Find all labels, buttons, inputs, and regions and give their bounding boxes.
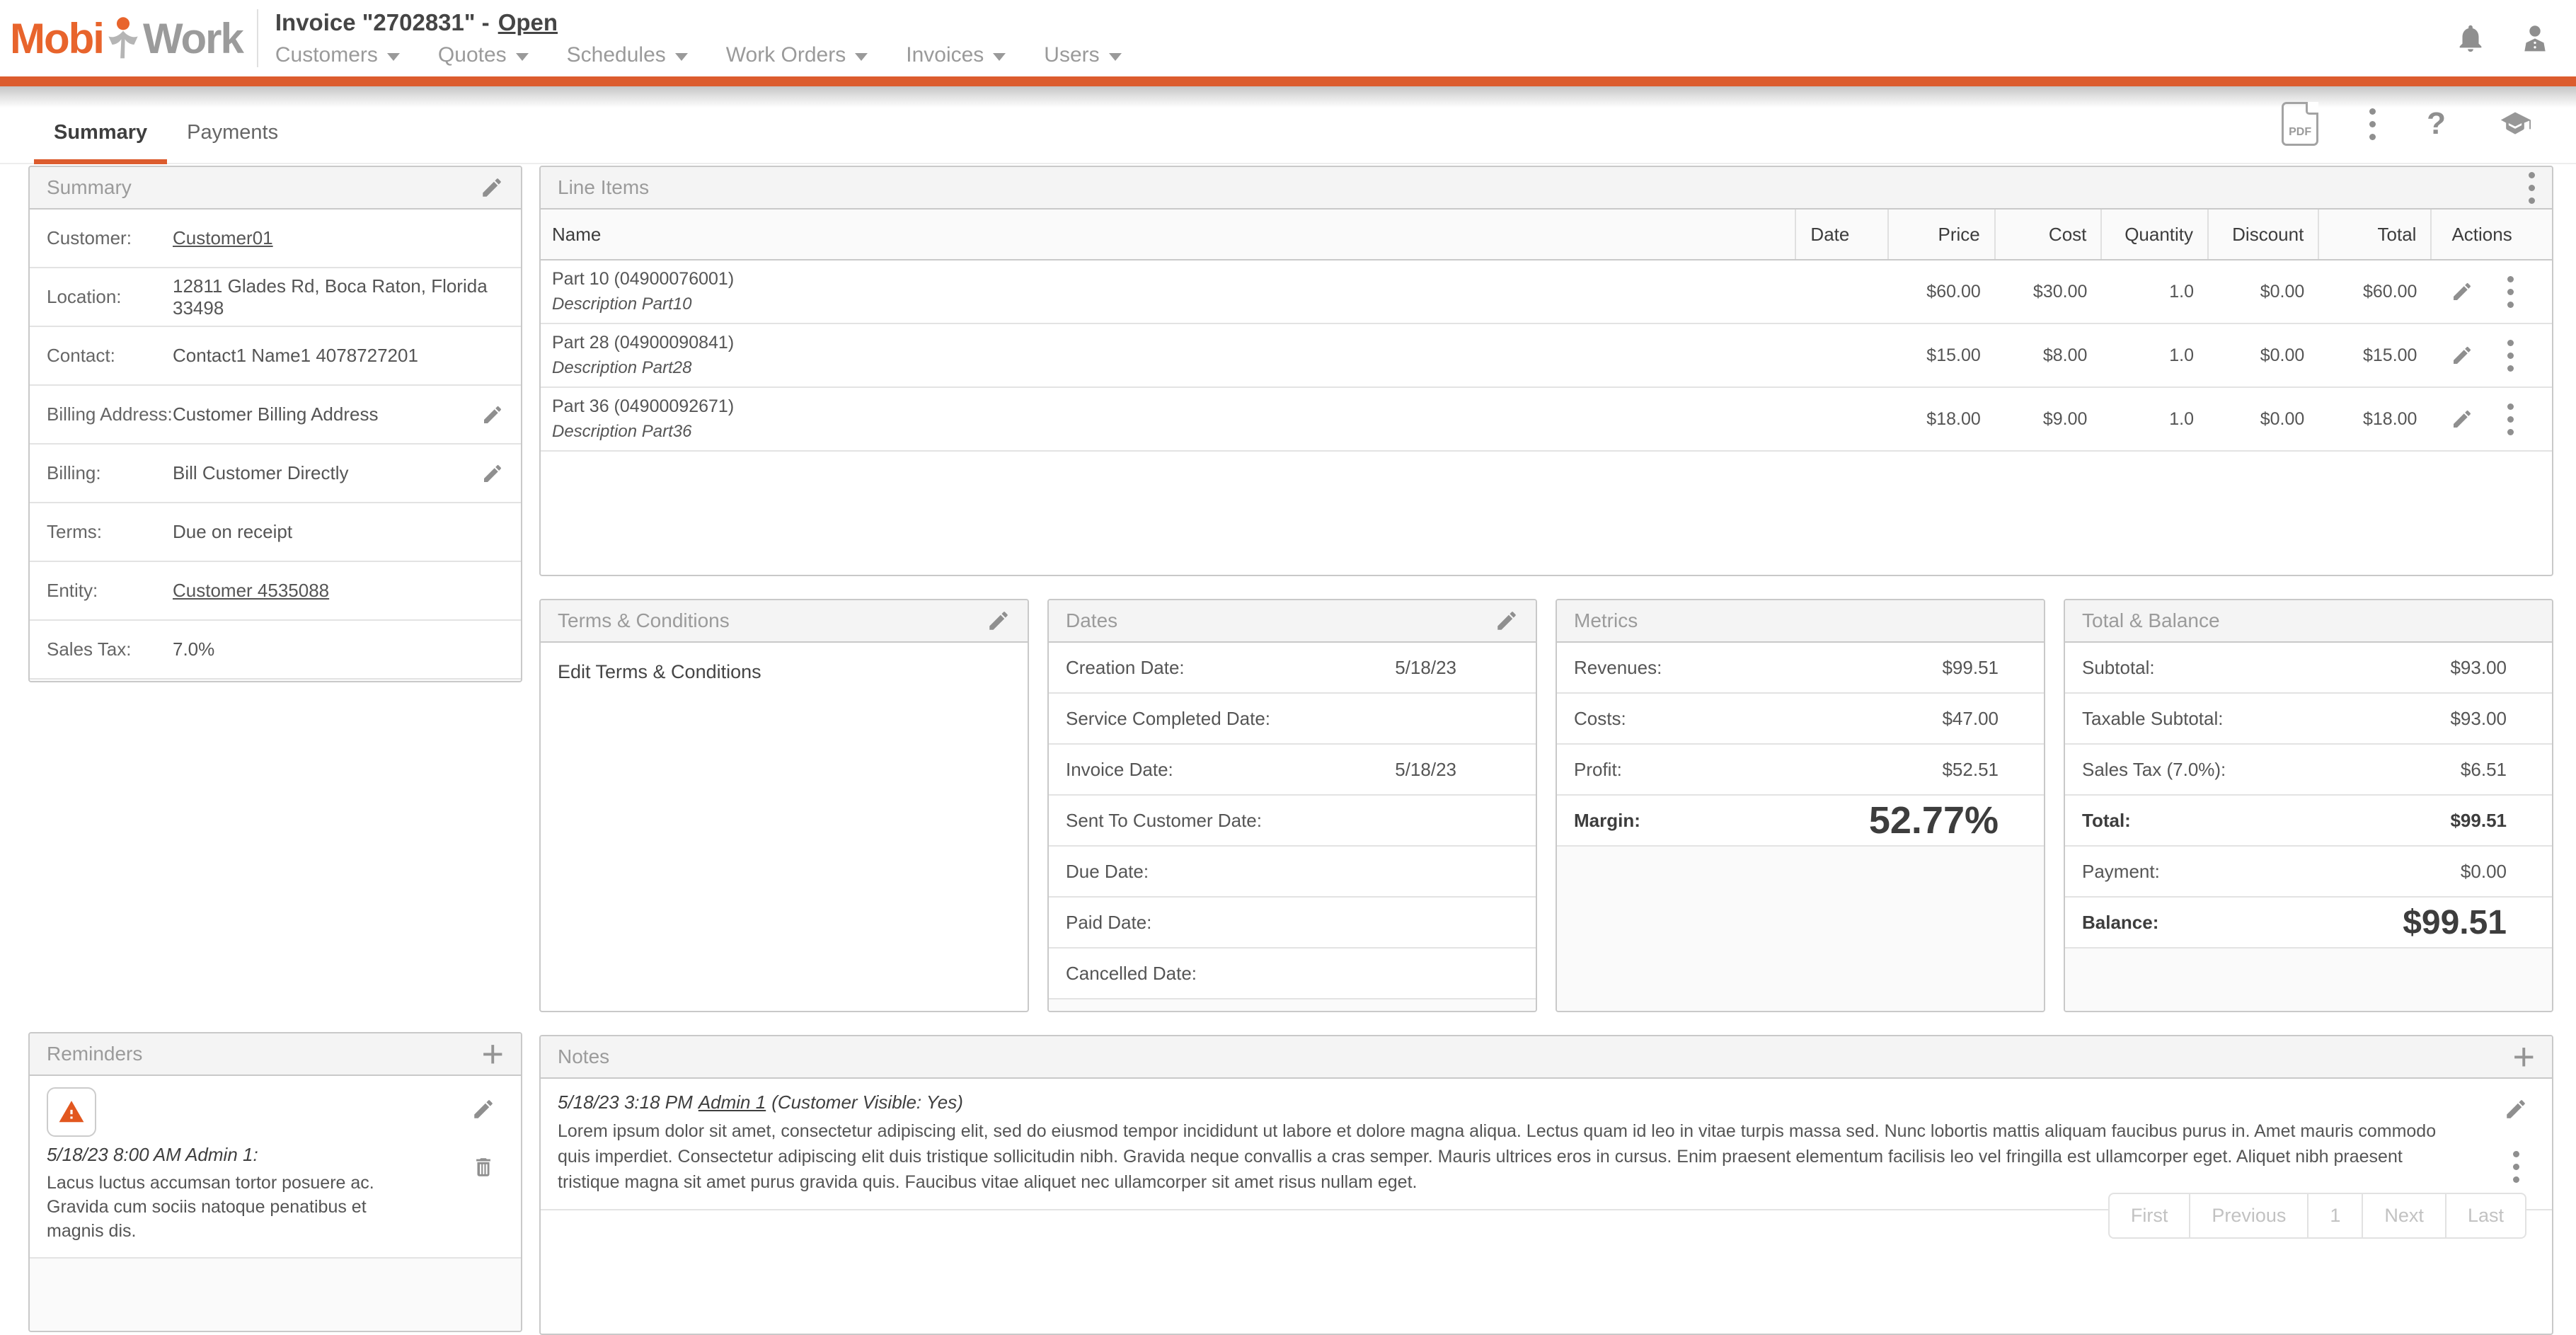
add-note-icon[interactable]: + bbox=[2512, 1036, 2535, 1078]
note-visibility: (Customer Visible: Yes) bbox=[771, 1092, 963, 1113]
item-date bbox=[1795, 323, 1888, 387]
metric-row-costs bbox=[1557, 694, 2044, 745]
page-title bbox=[275, 9, 1122, 36]
line-item-menu-icon[interactable] bbox=[2507, 403, 2514, 435]
metrics-panel-title: Metrics bbox=[1574, 609, 1638, 631]
item-cost: $8.00 bbox=[1995, 323, 2102, 387]
dates-panel-title: Dates bbox=[1066, 609, 1118, 631]
total-row-payment bbox=[2065, 847, 2552, 898]
note-text: Lorem ipsum dolor sit amet, consectetur adipiscing elit, sed do eiusmod tempor incididunt ut labore et dolore magna aliqua. Lectus quam id leo in vitae turpis massa sed. Nunc lobortis mattis aliquam faucibus purus in. Amet mauris commodo quis imperdiet. Consectetur adipiscing elit duis tristique sollicitudin nibh. Gravida neque convallis a cras semper. Mauris ultrices eros in cursus. Enim praesent elementum facilisis leo vel fringilla est ullamcorper eget. Aliquet nibh praesent tristique magna sit amet purus gravida quis. Faucibus vitae aliquet nec ullamcorper sit amet risus nullam eget. bbox=[558, 1121, 2437, 1192]
customer-link[interactable]: Customer01 bbox=[173, 227, 273, 248]
edit-terms-link[interactable]: Edit Terms & Conditions bbox=[558, 661, 761, 682]
notes-panel-title: Notes bbox=[558, 1045, 610, 1067]
invoice-title-text: Invoice "2702831" - bbox=[275, 9, 490, 35]
edit-summary-icon[interactable] bbox=[480, 176, 504, 200]
pdf-icon-label: PDF bbox=[2289, 126, 2312, 138]
field-label: Paid Date: bbox=[1066, 911, 1152, 933]
note-item bbox=[541, 1079, 2552, 1210]
pagination-next-button[interactable]: Next bbox=[2362, 1193, 2446, 1239]
line-items-menu-icon[interactable] bbox=[2529, 172, 2535, 204]
margin-value: 52.77% bbox=[1868, 799, 1999, 842]
main-nav bbox=[275, 43, 1122, 67]
item-discount: $0.00 bbox=[2208, 323, 2318, 387]
chevron-down-icon bbox=[993, 53, 1006, 61]
date-row-creation bbox=[1049, 643, 1536, 694]
warning-icon bbox=[58, 1099, 85, 1125]
total-row-balance bbox=[2065, 898, 2552, 949]
col-header-actions: Actions bbox=[2431, 210, 2552, 260]
item-total: $60.00 bbox=[2318, 260, 2431, 323]
metric-row-revenues bbox=[1557, 643, 2044, 694]
item-cost: $30.00 bbox=[1995, 260, 2102, 323]
field-label: Costs: bbox=[1574, 707, 1626, 729]
item-total: $18.00 bbox=[2318, 387, 2431, 451]
training-graduation-cap-icon[interactable] bbox=[2497, 108, 2534, 139]
col-header-date: Date bbox=[1795, 210, 1888, 260]
reminder-text: Lacus luctus accumsan tortor posuere ac. Gravida cum sociis natoque penatibus et magnis dis. bbox=[47, 1173, 374, 1241]
brand-accent-bar bbox=[0, 76, 2576, 86]
field-label: Payment: bbox=[2082, 860, 2160, 882]
export-pdf-icon[interactable] bbox=[2282, 102, 2318, 146]
chevron-down-icon bbox=[855, 53, 868, 61]
chevron-down-icon bbox=[387, 53, 400, 61]
metrics-panel-footer bbox=[1557, 847, 2044, 1011]
total-balance-panel bbox=[2064, 599, 2553, 1012]
col-header-total: Total bbox=[2318, 210, 2431, 260]
delete-reminder-icon[interactable] bbox=[471, 1155, 495, 1179]
note-timestamp: 5/18/23 3:18 PM bbox=[558, 1092, 693, 1113]
nav-work-orders[interactable] bbox=[726, 43, 868, 67]
help-icon[interactable]: ? bbox=[2427, 106, 2446, 141]
terms-panel-title: Terms & Conditions bbox=[558, 609, 730, 631]
summary-row-billing bbox=[30, 445, 521, 503]
terms-conditions-panel bbox=[539, 599, 1029, 1012]
invoice-status-link[interactable]: Open bbox=[498, 9, 558, 35]
line-item-row bbox=[541, 387, 2552, 451]
field-value: 5/18/23 bbox=[1395, 656, 1456, 678]
item-cost: $9.00 bbox=[1995, 387, 2102, 451]
chevron-down-icon bbox=[1109, 53, 1122, 61]
field-value: $93.00 bbox=[2450, 656, 2507, 678]
item-date bbox=[1795, 387, 1888, 451]
edit-dates-icon[interactable] bbox=[1495, 609, 1519, 633]
field-value: 12811 Glades Rd, Boca Raton, Florida 33498 bbox=[173, 275, 488, 319]
metrics-panel bbox=[1556, 599, 2045, 1012]
field-label: Sales Tax (7.0%): bbox=[2082, 758, 2226, 780]
reminders-panel-title: Reminders bbox=[47, 1043, 143, 1065]
tab-summary[interactable]: Summary bbox=[34, 121, 167, 164]
total-row-taxable-subtotal bbox=[2065, 694, 2552, 745]
col-header-price: Price bbox=[1888, 210, 1995, 260]
pagination-last-button[interactable]: Last bbox=[2446, 1193, 2526, 1239]
field-value: $0.00 bbox=[2460, 860, 2507, 882]
field-label: Revenues: bbox=[1574, 656, 1662, 678]
field-label: Subtotal: bbox=[2082, 656, 2155, 678]
edit-line-item-icon[interactable] bbox=[2451, 408, 2473, 430]
field-label: Customer: bbox=[47, 227, 132, 248]
reminders-panel-footer bbox=[30, 1259, 521, 1331]
item-description: Description Part10 bbox=[552, 294, 692, 314]
field-label: Taxable Subtotal: bbox=[2082, 707, 2224, 729]
field-label: Sent To Customer Date: bbox=[1066, 809, 1262, 831]
field-label: Sales Tax: bbox=[47, 638, 132, 660]
item-price: $15.00 bbox=[1888, 323, 1995, 387]
nav-customers-label: Customers bbox=[275, 43, 378, 67]
summary-row-contact bbox=[30, 327, 521, 386]
field-label: Location: bbox=[47, 286, 122, 307]
chevron-down-icon bbox=[516, 53, 529, 61]
date-row-paid bbox=[1049, 898, 1536, 949]
line-item-row bbox=[541, 260, 2552, 323]
dates-panel-footer bbox=[1049, 999, 1536, 1011]
item-description: Description Part36 bbox=[552, 422, 692, 441]
reminder-alert-box bbox=[47, 1087, 96, 1137]
nav-work-orders-label: Work Orders bbox=[725, 43, 846, 67]
line-items-table bbox=[541, 210, 2552, 452]
metric-row-profit bbox=[1557, 745, 2044, 796]
nav-invoices[interactable] bbox=[906, 43, 1006, 67]
item-name: Part 36 (04900092671) bbox=[552, 396, 735, 416]
tab-payments[interactable]: Payments bbox=[187, 121, 279, 144]
field-value: Bill Customer Directly bbox=[173, 462, 349, 483]
reminders-panel bbox=[28, 1032, 522, 1332]
field-label: Service Completed Date: bbox=[1066, 707, 1271, 729]
item-price: $60.00 bbox=[1888, 260, 1995, 323]
summary-panel-title: Summary bbox=[47, 176, 132, 198]
col-header-quantity: Quantity bbox=[2101, 210, 2208, 260]
field-value: $99.51 bbox=[2450, 809, 2507, 831]
nav-users-label: Users bbox=[1044, 43, 1100, 67]
field-label: Invoice Date: bbox=[1066, 758, 1173, 780]
tab-strip bbox=[0, 86, 2576, 164]
field-value: 5/18/23 bbox=[1395, 758, 1456, 780]
edit-note-icon[interactable] bbox=[2504, 1097, 2528, 1121]
notes-pagination bbox=[2108, 1193, 2526, 1239]
summary-row-customer bbox=[30, 210, 521, 268]
date-row-cancelled bbox=[1049, 949, 1536, 999]
date-row-due bbox=[1049, 847, 1536, 898]
nav-schedules[interactable] bbox=[567, 43, 688, 67]
reminder-item bbox=[30, 1076, 521, 1259]
notes-panel bbox=[539, 1035, 2553, 1335]
total-row-total bbox=[2065, 796, 2552, 847]
line-item-row bbox=[541, 323, 2552, 387]
edit-reminder-icon[interactable] bbox=[471, 1097, 495, 1121]
col-header-discount: Discount bbox=[2208, 210, 2318, 260]
field-label: Profit: bbox=[1574, 758, 1622, 780]
user-account-icon[interactable] bbox=[2519, 22, 2551, 55]
summary-row-entity bbox=[30, 562, 521, 621]
field-value: Contact1 Name1 4078727201 bbox=[173, 345, 418, 366]
summary-row-sales-tax bbox=[30, 621, 521, 680]
pagination-previous-button[interactable]: Previous bbox=[2190, 1193, 2308, 1239]
edit-terms-icon[interactable] bbox=[987, 609, 1011, 633]
line-items-panel bbox=[539, 166, 2553, 576]
item-quantity: 1.0 bbox=[2101, 387, 2208, 451]
field-label: Terms: bbox=[47, 521, 102, 542]
total-balance-panel-title: Total & Balance bbox=[2082, 609, 2220, 631]
item-total: $15.00 bbox=[2318, 323, 2431, 387]
item-quantity: 1.0 bbox=[2101, 323, 2208, 387]
field-value: Due on receipt bbox=[173, 521, 293, 542]
logo-text-work: Work bbox=[142, 15, 243, 62]
summary-row-billing-address bbox=[30, 386, 521, 445]
item-discount: $0.00 bbox=[2208, 260, 2318, 323]
item-name: Part 10 (04900076001) bbox=[552, 269, 735, 289]
total-balance-panel-footer bbox=[2065, 949, 2552, 1011]
note-meta bbox=[558, 1092, 2468, 1113]
balance-value: $99.51 bbox=[2403, 903, 2507, 941]
col-header-cost: Cost bbox=[1995, 210, 2102, 260]
field-value: $52.51 bbox=[1942, 758, 1999, 780]
item-price: $18.00 bbox=[1888, 387, 1995, 451]
field-label: Creation Date: bbox=[1066, 656, 1185, 678]
date-row-service-completed bbox=[1049, 694, 1536, 745]
line-items-panel-title: Line Items bbox=[558, 176, 650, 198]
field-label: Billing: bbox=[47, 462, 101, 483]
field-value: $93.00 bbox=[2450, 707, 2507, 729]
field-label: Balance: bbox=[2082, 911, 2159, 933]
date-row-invoice bbox=[1049, 745, 1536, 796]
field-value: $99.51 bbox=[1942, 656, 1999, 678]
line-item-menu-icon[interactable] bbox=[2507, 276, 2514, 308]
mobiwork-logo[interactable] bbox=[10, 16, 243, 60]
app-header bbox=[0, 0, 2576, 76]
nav-invoices-label: Invoices bbox=[906, 43, 984, 67]
nav-users[interactable] bbox=[1044, 43, 1121, 67]
item-name: Part 28 (04900090841) bbox=[552, 333, 735, 353]
person-figure-icon bbox=[105, 16, 142, 60]
entity-link[interactable]: Customer 4535088 bbox=[173, 580, 330, 601]
line-item-menu-icon[interactable] bbox=[2507, 340, 2514, 372]
edit-line-item-icon[interactable] bbox=[2451, 344, 2473, 367]
notifications-bell-icon[interactable] bbox=[2454, 22, 2487, 55]
item-date bbox=[1795, 260, 1888, 323]
item-description: Description Part28 bbox=[552, 358, 692, 377]
add-reminder-icon[interactable]: + bbox=[481, 1033, 504, 1075]
date-row-sent-to-customer bbox=[1049, 796, 1536, 847]
more-options-icon[interactable] bbox=[2369, 108, 2376, 140]
total-row-sales-tax bbox=[2065, 745, 2552, 796]
field-label: Billing Address: bbox=[47, 403, 173, 425]
field-value: Customer Billing Address bbox=[173, 403, 379, 425]
reminder-timestamp: 5/18/23 8:00 AM Admin 1: bbox=[47, 1144, 258, 1165]
field-label: Total: bbox=[2082, 809, 2131, 831]
edit-line-item-icon[interactable] bbox=[2451, 280, 2473, 303]
header-divider bbox=[257, 9, 258, 67]
total-row-subtotal bbox=[2065, 643, 2552, 694]
note-menu-icon[interactable] bbox=[2513, 1151, 2519, 1183]
pagination-page-button[interactable]: 1 bbox=[2308, 1193, 2362, 1239]
summary-row-terms bbox=[30, 503, 521, 562]
edit-billing-icon[interactable] bbox=[481, 462, 504, 485]
summary-panel bbox=[28, 166, 522, 682]
chevron-down-icon bbox=[675, 53, 688, 61]
edit-billing-address-icon[interactable] bbox=[481, 403, 504, 426]
field-value: $47.00 bbox=[1942, 707, 1999, 729]
item-discount: $0.00 bbox=[2208, 387, 2318, 451]
field-label: Due Date: bbox=[1066, 860, 1149, 882]
col-header-name: Name bbox=[541, 210, 1795, 260]
nav-customers[interactable] bbox=[275, 43, 400, 67]
summary-panel-footer bbox=[30, 680, 521, 681]
nav-quotes-label: Quotes bbox=[437, 43, 507, 67]
field-value: $6.51 bbox=[2460, 758, 2507, 780]
field-label: Margin: bbox=[1574, 809, 1640, 831]
field-label: Cancelled Date: bbox=[1066, 962, 1197, 984]
nav-schedules-label: Schedules bbox=[566, 43, 666, 67]
dates-panel bbox=[1047, 599, 1537, 1012]
pagination-first-button[interactable]: First bbox=[2108, 1193, 2190, 1239]
field-value: 7.0% bbox=[173, 638, 215, 660]
item-quantity: 1.0 bbox=[2101, 260, 2208, 323]
field-label: Contact: bbox=[47, 345, 115, 366]
metric-row-margin bbox=[1557, 796, 2044, 847]
logo-text-mobi: Mobi bbox=[10, 15, 103, 62]
note-author-link[interactable]: Admin 1 bbox=[698, 1092, 766, 1113]
field-label: Entity: bbox=[47, 580, 98, 601]
summary-row-location bbox=[30, 268, 521, 327]
nav-quotes[interactable] bbox=[438, 43, 529, 67]
